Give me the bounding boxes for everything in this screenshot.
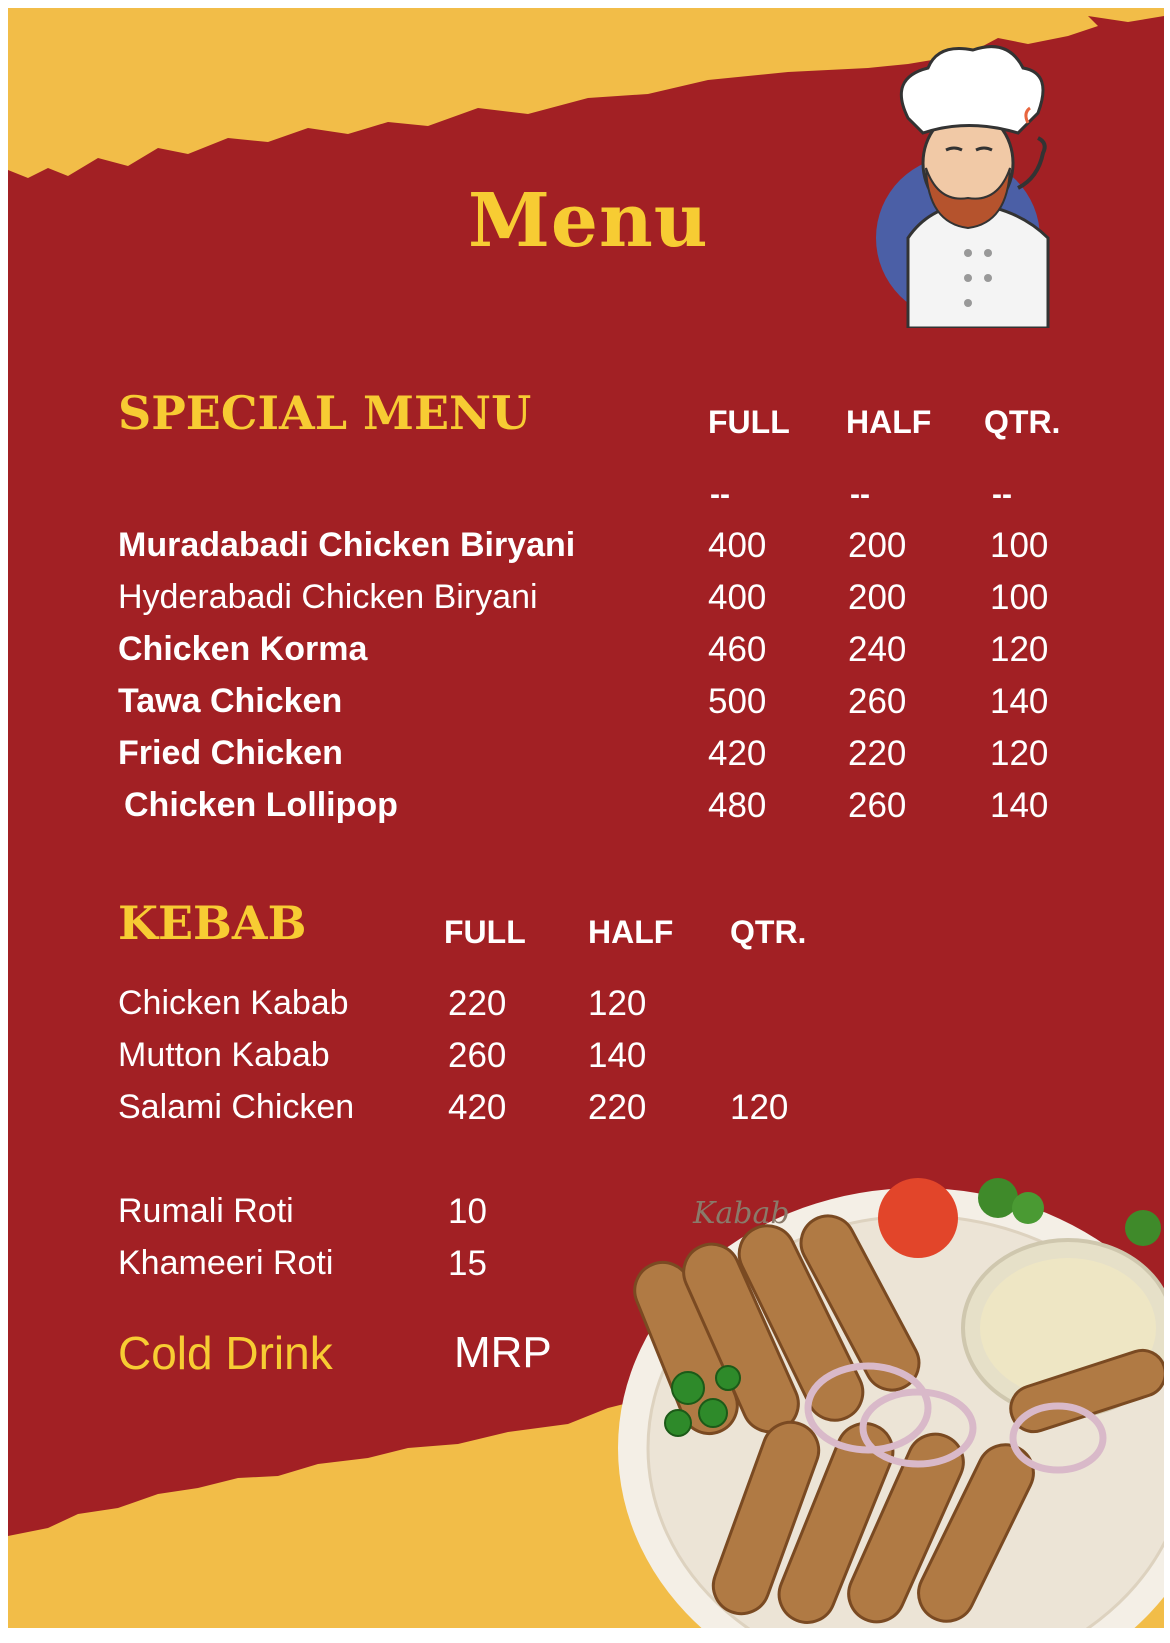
price-half: 140 — [588, 1036, 647, 1075]
special-dash-half: -- — [850, 478, 870, 511]
price-full: 400 — [708, 578, 767, 617]
price-full: 480 — [708, 786, 767, 825]
kebab-col-full: FULL — [444, 914, 526, 950]
special-col-qtr: QTR. — [984, 404, 1061, 440]
menu-item-name: Fried Chicken — [118, 734, 343, 772]
menu-item-name: Tawa Chicken — [118, 682, 343, 720]
price-half: 240 — [848, 630, 907, 669]
special-col-half: HALF — [846, 404, 932, 440]
kebab-col-qtr: QTR. — [730, 914, 807, 950]
special-dash-qtr: -- — [992, 478, 1012, 511]
price-full: 15 — [448, 1244, 487, 1283]
price-full: 420 — [708, 734, 767, 773]
price-half: 220 — [848, 734, 907, 773]
cold-drink-label: Cold Drink — [118, 1327, 333, 1379]
menu-item-name: Salami Chicken — [118, 1088, 355, 1126]
price-full: 420 — [448, 1088, 507, 1127]
price-half: 260 — [848, 786, 907, 825]
price-half: 120 — [588, 984, 647, 1023]
price-qtr: 120 — [990, 734, 1049, 773]
plate-caption: Kabab — [693, 1196, 790, 1231]
price-full: 260 — [448, 1036, 507, 1075]
menu-item-name: Chicken Lollipop — [124, 786, 398, 824]
kebab-plate-photo — [618, 1178, 1164, 1628]
price-qtr: 120 — [730, 1088, 789, 1127]
menu-item-name: Rumali Roti — [118, 1192, 294, 1230]
chef-cartoon-icon — [868, 38, 1098, 328]
kebab-heading: KEBAB — [118, 896, 307, 950]
price-half: 200 — [848, 578, 907, 617]
menu-item-name: Chicken Korma — [118, 630, 368, 668]
price-full: 500 — [708, 682, 767, 721]
menu-page — [8, 8, 1164, 1628]
price-qtr: 120 — [990, 630, 1049, 669]
price-full: 460 — [708, 630, 767, 669]
cold-drink-price: MRP — [454, 1328, 552, 1377]
price-full: 10 — [448, 1192, 487, 1231]
menu-item-name: Muradabadi Chicken Biryani — [118, 526, 576, 564]
kebab-col-half: HALF — [588, 914, 674, 950]
special-col-full: FULL — [708, 404, 790, 440]
price-full: 220 — [448, 984, 507, 1023]
menu-item-name: Chicken Kabab — [118, 984, 349, 1022]
menu-item-name: Mutton Kabab — [118, 1036, 330, 1074]
price-qtr: 140 — [990, 682, 1049, 721]
menu-item-name: Hyderabadi Chicken Biryani — [118, 578, 538, 616]
menu-title: Menu — [468, 178, 709, 264]
price-qtr: 140 — [990, 786, 1049, 825]
price-half: 260 — [848, 682, 907, 721]
price-qtr: 100 — [990, 578, 1049, 617]
menu-item-name: Khameeri Roti — [118, 1244, 334, 1282]
price-half: 220 — [588, 1088, 647, 1127]
special-menu-heading: SPECIAL MENU — [118, 386, 532, 440]
special-dash-full: -- — [710, 478, 730, 511]
price-qtr: 100 — [990, 526, 1049, 565]
price-full: 400 — [708, 526, 767, 565]
price-half: 200 — [848, 526, 907, 565]
